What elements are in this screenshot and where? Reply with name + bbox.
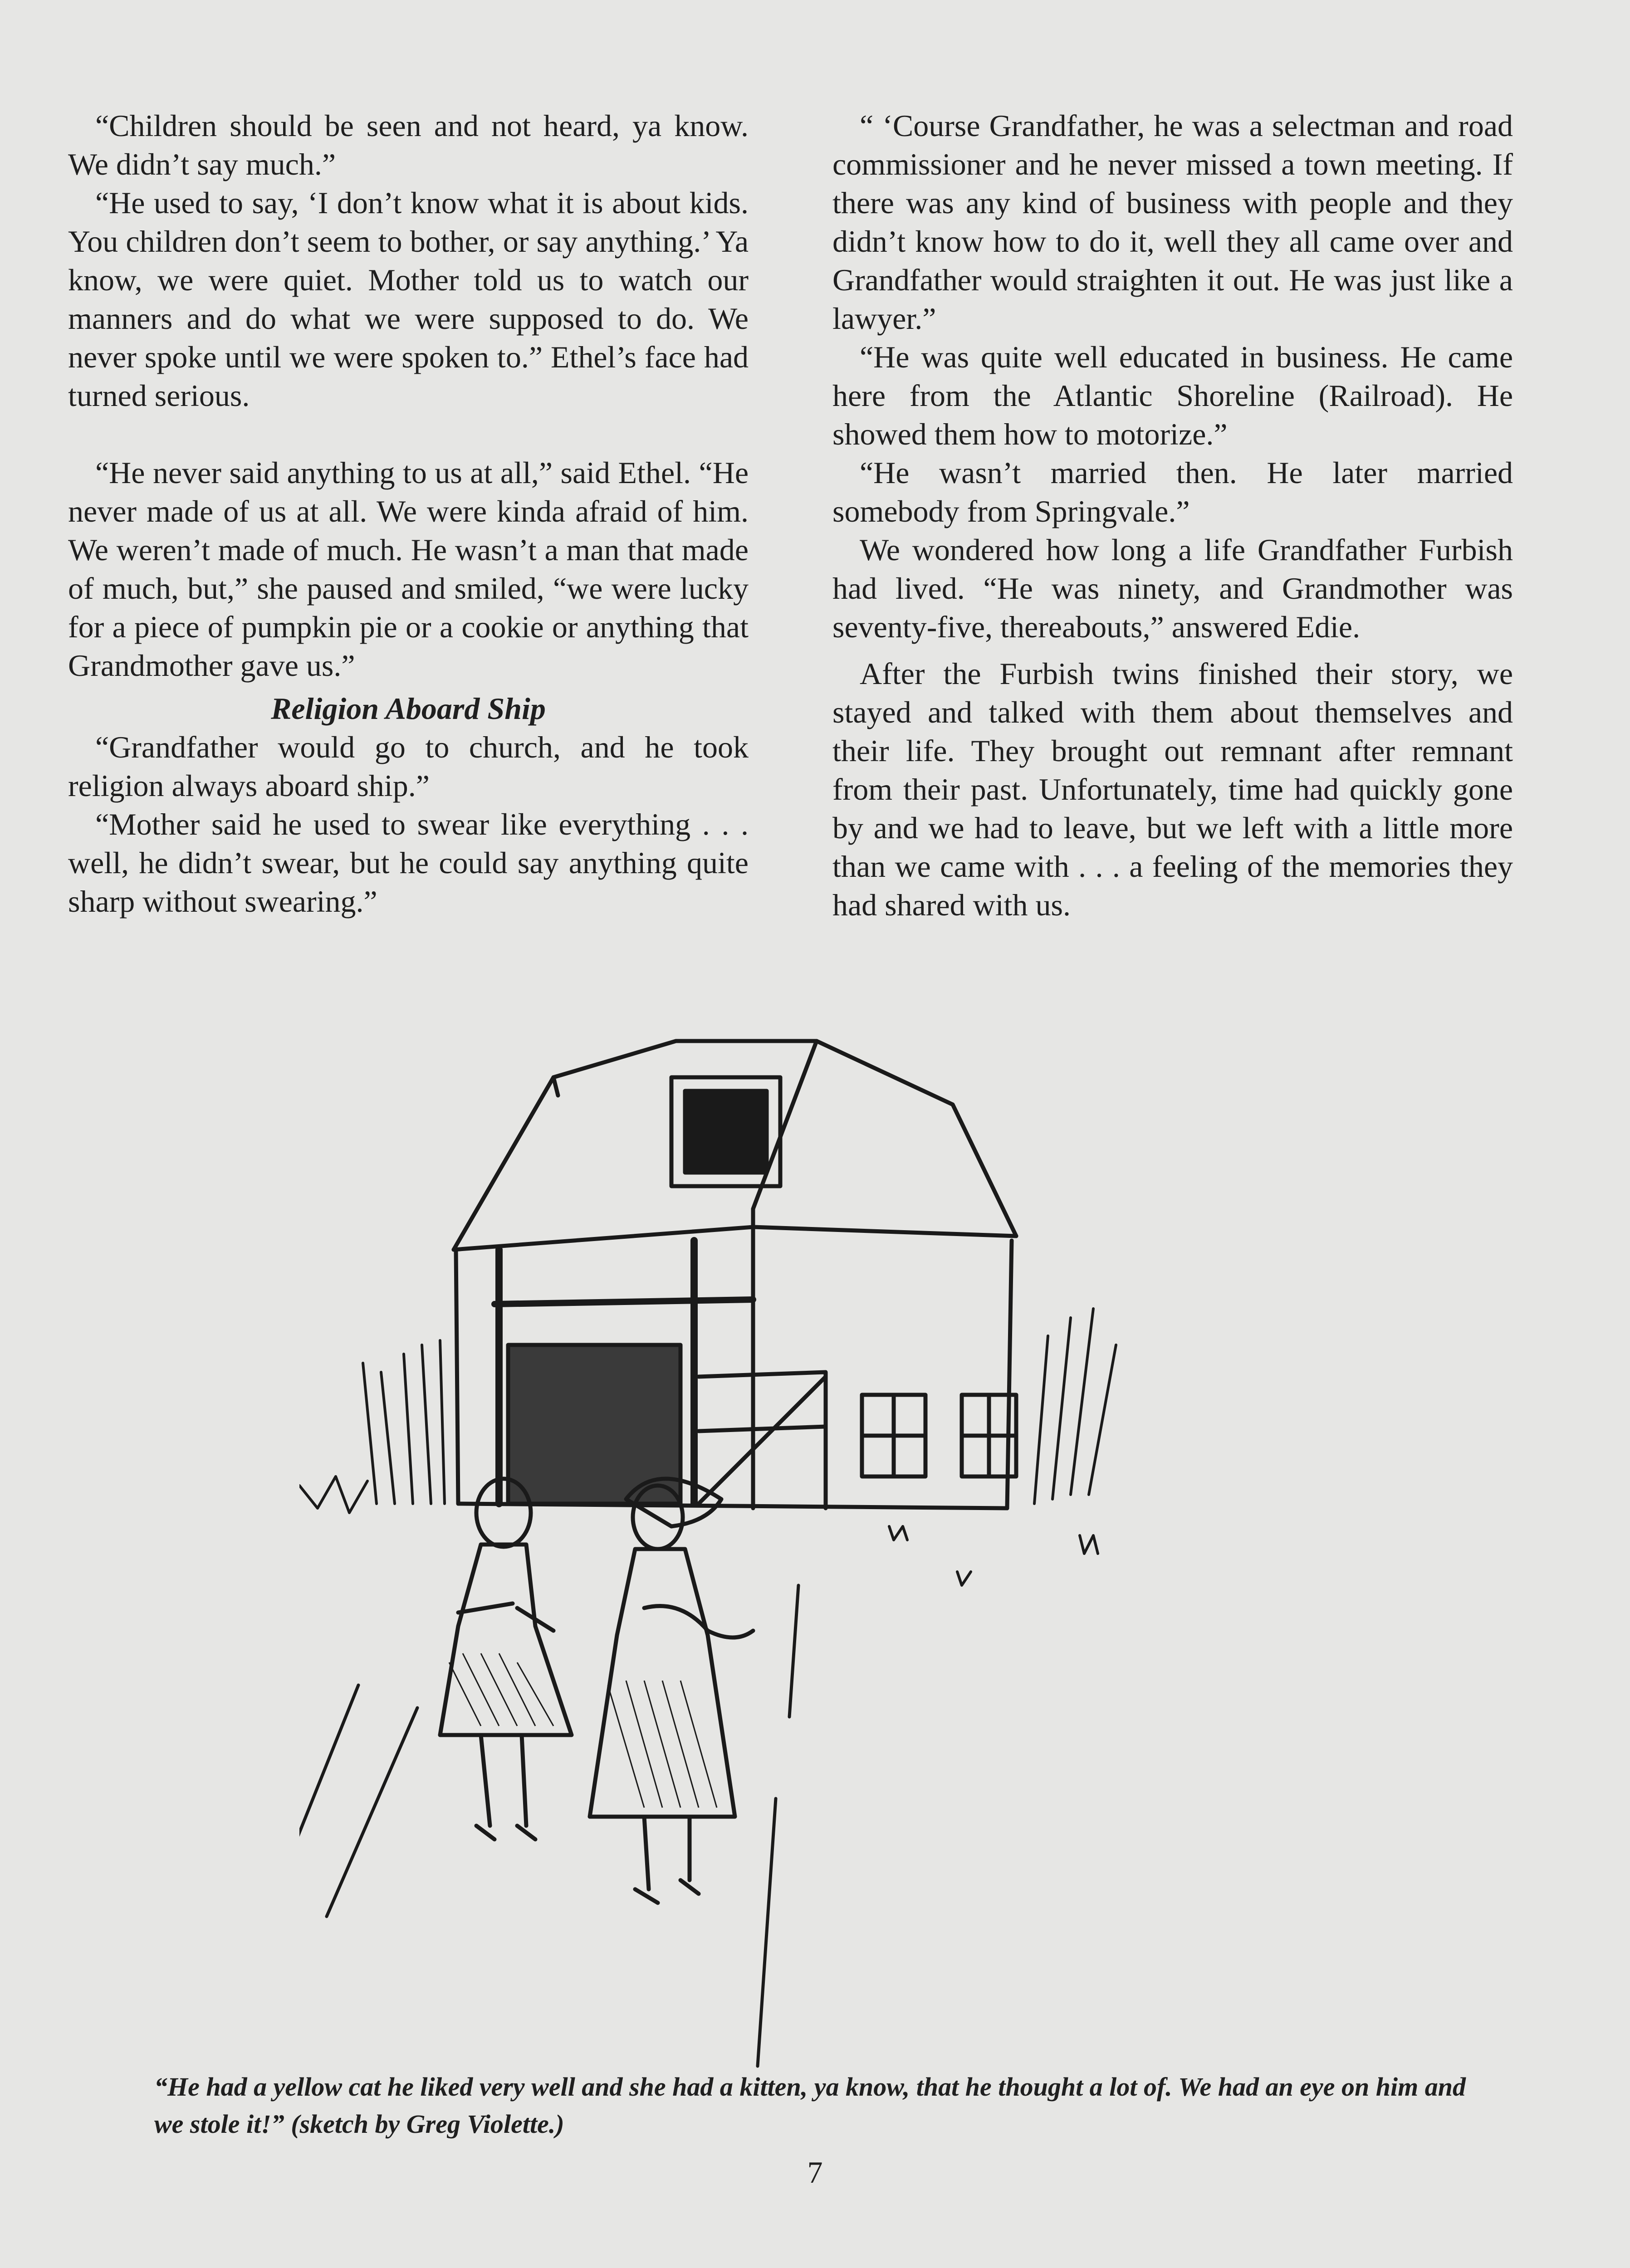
paragraph: “He was quite well educated in business. He came here from the Atlantic Shoreline (Railroad). He showed them how to motorize.” xyxy=(832,340,1513,451)
page-number: 7 xyxy=(807,2155,823,2190)
right-column xyxy=(832,107,1513,924)
left-column xyxy=(68,107,749,921)
illustration-caption: “He had a yellow cat he liked very well and she had a kitten, ya know, that he thought a lot of. We had an eye on him and we stole it!” (sketch by Greg Violette.) xyxy=(154,2072,1466,2139)
paragraph: “Mother said he used to swear like everything . . . well, he didn’t swear, but he could say anything quite sharp without swearing.” xyxy=(68,807,749,919)
section-heading: Religion Aboard Ship xyxy=(271,691,546,726)
paragraph: “Grandfather would go to church, and he took religion always aboard ship.” xyxy=(68,730,749,803)
paragraph: After the Furbish twins finished their story, we stayed and talked with them about themselves and their life. They brought out remnant after remnant from their past. Unfortunately, time had quickly gone by and we had to leave, but we left with a little more than we came with . . . a feeling of the memories they had shared with us. xyxy=(832,656,1513,922)
paragraph: “He never said anything to us at all,” said Ethel. “He never made of us at all. We were kinda afraid of him. We weren’t made of much. He wasn’t a man that made of much, but,” she paused and smiled, “we were lucky for a piece of pumpkin pie or a cookie or anything that Grandmother gave us.” xyxy=(68,455,749,683)
paragraph: We wondered how long a life Grandfather Furbish had lived. “He was ninety, and Grandmother was seventy-five, thereabouts,” answered Edie. xyxy=(832,533,1513,644)
barn-sketch-illustration xyxy=(299,1027,1320,2071)
paragraph: “Children should be seen and not heard, ya know. We didn’t say much.” xyxy=(68,108,749,181)
paragraph: “He used to say, ‘I don’t know what it is about kids. You children don’t seem to bother, or say anything.’ Ya know, we were quiet. Mother told us to watch our manners and do what we were supposed to do. We never spoke until we were spoken to.” Ethel’s face had turned serious. xyxy=(68,186,749,413)
paragraph: “ ‘Course Grandfather, he was a selectman and road commissioner and he never missed a town meeting. If there was any kind of business with people and they didn’t know how to do it, well they all came over and Grandfather would straighten it out. He was just like a lawyer.” xyxy=(832,108,1513,336)
paragraph: “He wasn’t married then. He later married somebody from Springvale.” xyxy=(832,455,1513,528)
